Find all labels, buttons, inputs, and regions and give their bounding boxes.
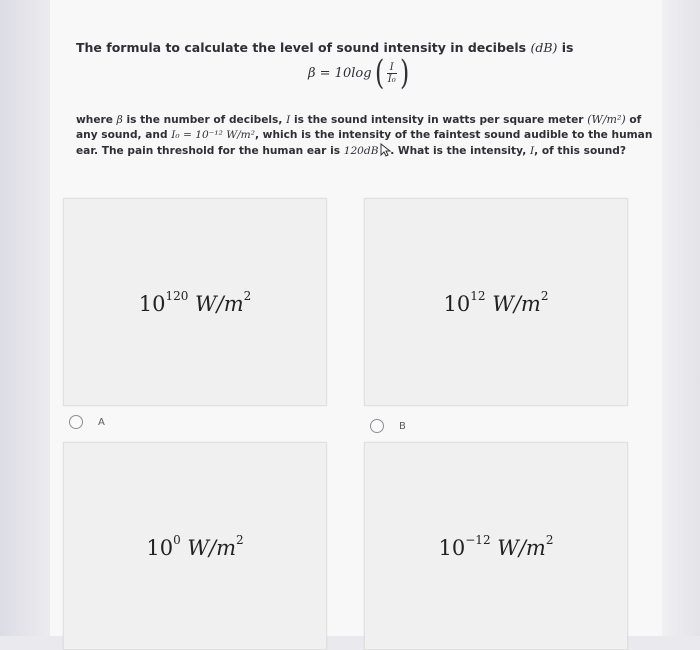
option-c-unit: W/m [187,535,236,560]
option-d-card[interactable] [364,442,628,650]
option-c-value [146,533,243,560]
row2-a: any sound, and [76,129,168,141]
option-d-unit-exponent: 2 [545,532,554,547]
formula-left-paren: ( [374,53,384,93]
option-d-unit: W/m [497,535,546,560]
row1-a: where [76,114,113,126]
left-background [0,0,52,636]
option-a-letter: A [98,416,105,428]
option-a-base: 10 [138,291,166,316]
option-b-radio[interactable] [370,419,384,433]
option-b-card[interactable] [364,198,628,406]
question-page [50,0,662,636]
option-b-value [444,289,549,316]
option-b-exponent: 12 [470,288,486,303]
option-a-unit-exponent: 2 [243,288,252,303]
beta-symbol: β [116,114,123,126]
option-a-radio-row[interactable] [69,415,105,429]
option-b-letter: B [399,420,406,432]
row1-b: is the number of decibels, [126,114,283,126]
option-c-exponent: 0 [173,532,181,547]
intro-end: is [561,40,574,55]
threshold-expression: I₀ = 10⁻¹² W/m² [171,129,255,141]
option-a-card[interactable] [63,198,327,406]
option-a-value [139,289,252,316]
row2-b: , which is the intensity of the faintest sound audible to the human [254,129,653,141]
option-b-unit: W/m [492,291,541,316]
question-row-1 [76,112,642,128]
intro-unit: (dB) [530,40,558,55]
option-c-card[interactable] [63,442,327,650]
option-a-unit: W/m [195,291,244,316]
decibel-formula [308,53,412,93]
question-row-2 [76,128,653,143]
option-d-value [439,533,554,560]
intensity-symbol: I [286,114,291,126]
intro-text: The formula to calculate the level of sound intensity in decibels [76,40,527,55]
row3-b: . What is the intensity, [390,145,527,157]
row1-d: of [629,114,642,126]
pain-threshold-value: 120dB [343,145,379,157]
question-row-3 [76,143,636,159]
option-c-unit-exponent: 2 [236,532,244,547]
option-a-exponent: 120 [165,288,189,303]
intensity-symbol-2: I [529,145,535,157]
formula-right-paren: ) [399,53,410,93]
formula-fraction [387,62,397,85]
row3-c: , of this sound? [534,145,627,157]
formula-lhs: β = 10log [308,65,372,81]
unit-expression: (W/m²) [587,113,626,126]
option-d-base: 10 [438,535,466,560]
option-a-radio[interactable] [69,415,83,429]
question-body [76,112,653,159]
option-b-base: 10 [443,291,471,316]
formula-numerator: I [387,62,397,74]
option-b-unit-exponent: 2 [540,288,549,303]
question-intro [76,40,574,55]
option-d-exponent: −12 [465,532,491,547]
row1-c: is the sound intensity in watts per square meter [293,114,584,126]
option-c-base: 10 [146,535,174,560]
option-b-radio-row[interactable] [370,419,406,433]
formula-denominator: I₀ [387,73,396,85]
row3-a: ear. The pain threshold for the human ear is [76,145,340,157]
